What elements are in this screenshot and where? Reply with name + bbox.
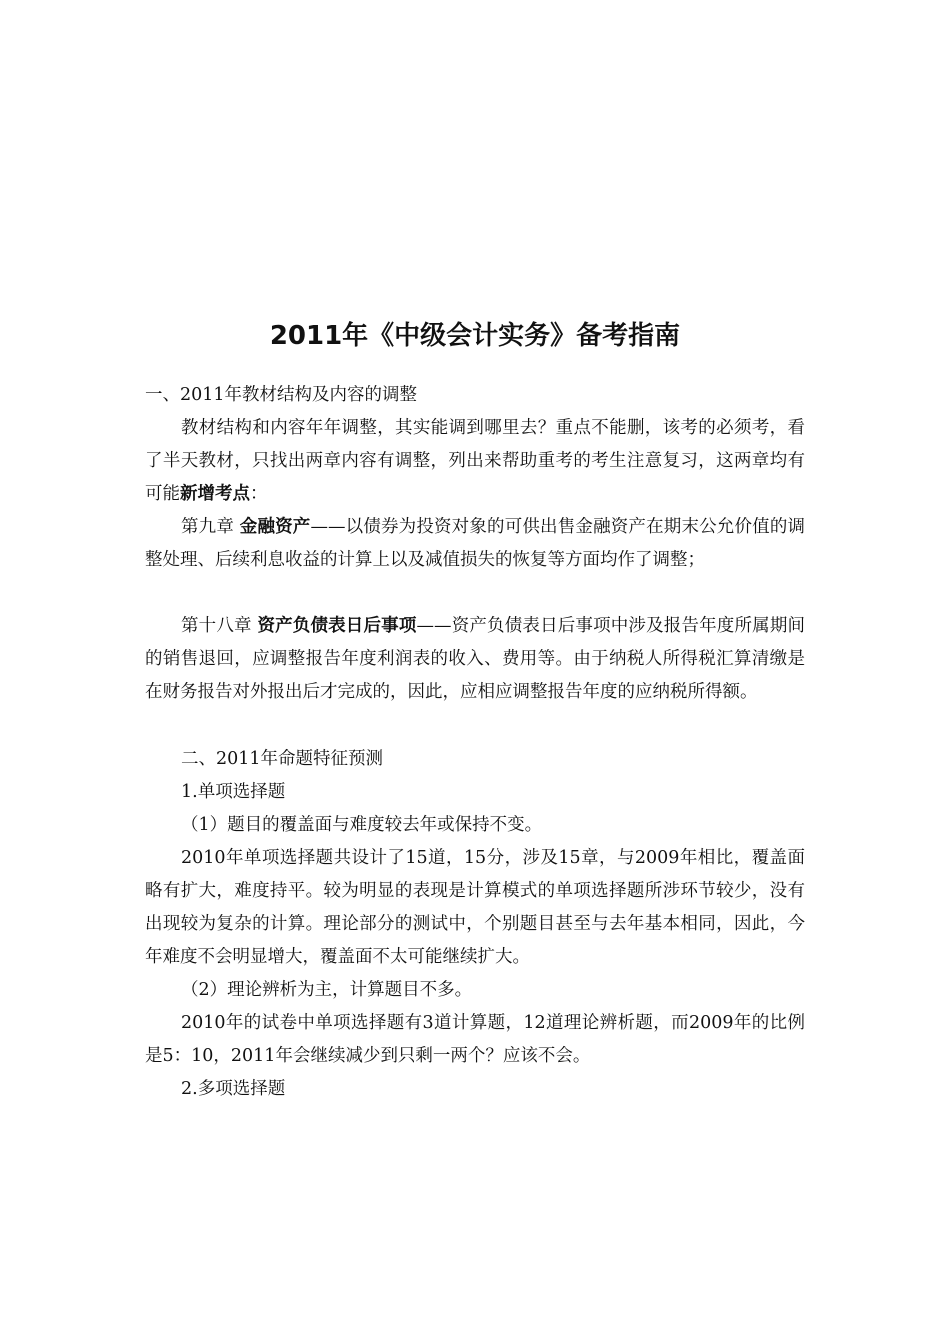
chapter-9-text: ——以债券为投资对象的可供出售金融资产在期末公允价值的调整处理、后续利息收益的计算上以及减值损失的恢复等方面均作了调整； — [145, 517, 805, 570]
single-choice-heading: 1.单项选择题 — [181, 782, 286, 802]
chapter-18-text: ——资产负债表日后事项中涉及报告年度所属期间的销售退回，应调整报告年度利润表的收入、费用等。由于纳税人所得税汇算清缴是在财务报告对外报出后才完成的，因此，应相应调整报告年度的应纳税所得额。 — [145, 616, 806, 702]
document-body — [145, 379, 805, 1106]
new-points-label: 新增考点 — [180, 484, 250, 504]
chapter-9-prefix: 第九章 — [181, 517, 240, 537]
chapter-18-prefix: 第十八章 — [181, 616, 258, 636]
blank-line — [145, 709, 805, 743]
single-choice-paragraph-2: 2010年的试卷中单项选择题有3道计算题，12道理论辨析题，而2009年的比例是5：10，2011年会继续减少到只剩一两个？应该不会。 — [145, 1013, 805, 1066]
chapter-9-title: 金融资产 — [239, 517, 311, 537]
section-2-heading: 二、2011年命题特征预测 — [181, 749, 384, 769]
intro-end: ： — [250, 484, 268, 504]
intro-text: 教材结构和内容年年调整，其实能调到哪里去？重点不能删，该考的必须考，看了半天教材，只找出两章内容有调整，列出来帮助重考的考生注意复习，这两章均有可能 — [145, 418, 805, 504]
multiple-choice-heading: 2.多项选择题 — [181, 1079, 286, 1099]
single-choice-paragraph-1: 2010年单项选择题共设计了15道，15分，涉及15章，与2009年相比，覆盖面略有扩大，难度持平。较为明显的表现是计算模式的单项选择题所涉环节较少，没有出现较为复杂的计算。理论部分的测试中，个别题目甚至与去年基本相同，因此，今年难度不会明显增大，覆盖面不太可能继续扩大。 — [145, 848, 805, 967]
single-choice-point-1: （1）题目的覆盖面与难度较去年或保持不变。 — [181, 815, 543, 835]
document-title: 2011年《中级会计实务》备考指南 — [269, 321, 681, 351]
single-choice-point-2: （2）理论辨析为主，计算题目不多。 — [181, 980, 473, 1000]
chapter-18-paragraph — [145, 610, 805, 709]
intro-paragraph — [145, 412, 805, 511]
blank-line — [145, 577, 805, 610]
section-1-heading: 一、2011年教材结构及内容的调整 — [145, 385, 418, 405]
chapter-18-title: 资产负债表日后事项 — [257, 616, 417, 636]
chapter-9-paragraph — [145, 511, 805, 577]
